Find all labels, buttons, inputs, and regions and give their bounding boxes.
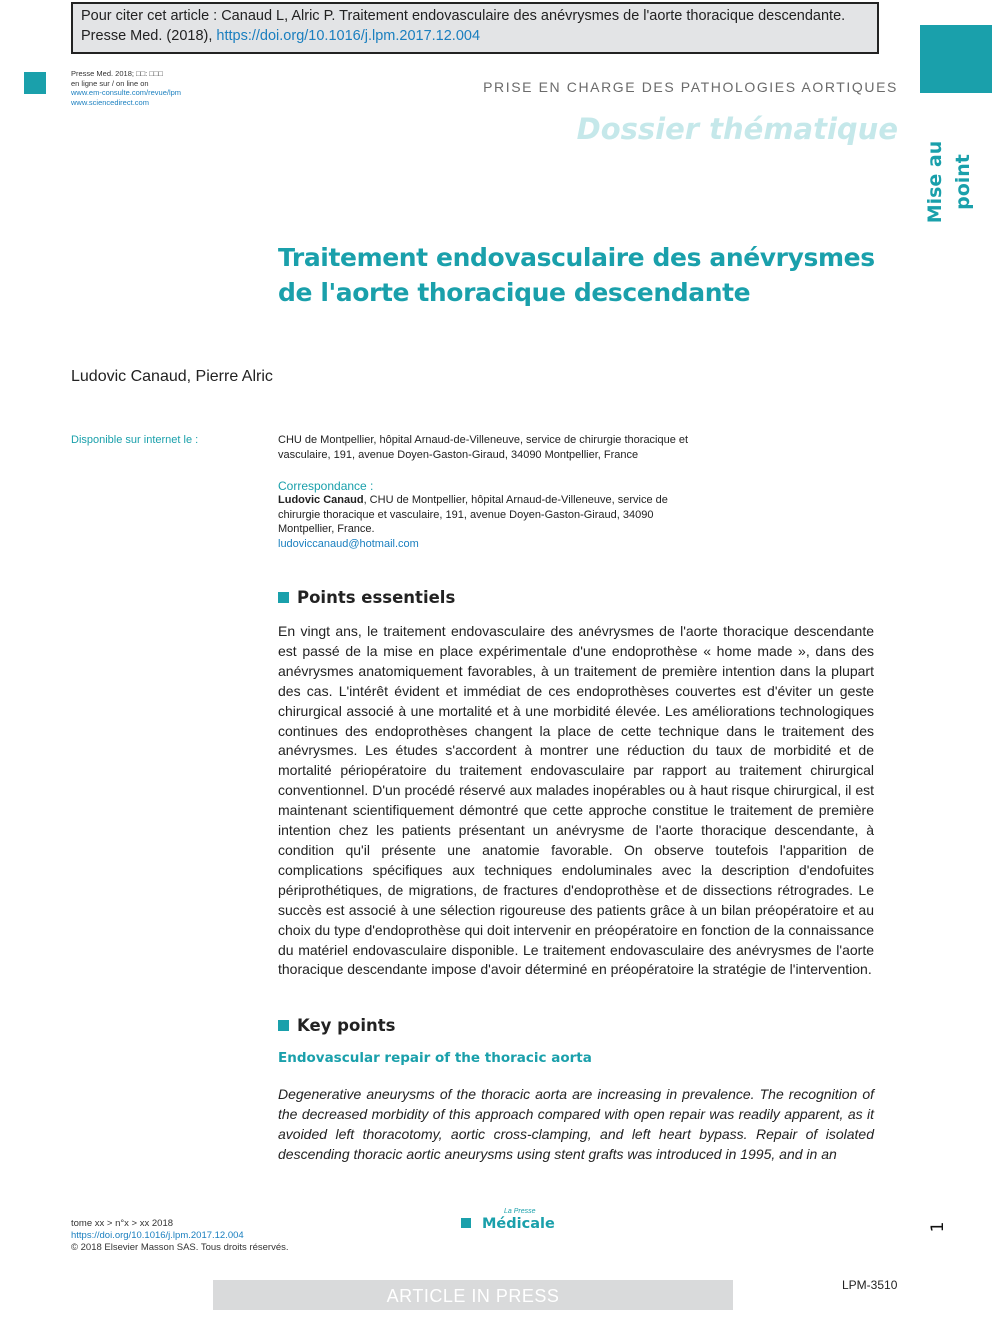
journal-volume: Presse Med. 2018; □□: □□□ [71,69,163,78]
correspondence-address: , CHU de Montpellier, hôpital Arnaud-de-Villeneuve, service de chirurgie thoracique et vasculaire, 191, avenue Doyen-Gaston-Giraud, 34090 Montpellier, France. [278,494,668,535]
key-points-body: Degenerative aneurysms of the thoracic aorta are increasing in prevalence. The recognition of the decreased morbidity of this approach compared with open repair was readily apparent, as it avoided left thoracotomy, aortic cross-clamping, and left heart bypass. Repair of isolated descending thoracic aortic aneurysms using stent grafts was introduced in 1995, and in an [278,1086,874,1162]
availability-label: Disponible sur internet le : [71,434,199,446]
affiliation: CHU de Montpellier, hôpital Arnaud-de-Villeneuve, service de chirurgie thoracique et vasculaire, 191, avenue Doyen-Gaston-Giraud, 34090 Montpellier, France [278,434,689,461]
points-essentiels-body: En vingt ans, le traitement endovasculaire des anévrysmes de l'aorte thoracique descendante est passé de la mise en place expérimentale d'une endoprothèse « home made », dans des anévrysmes anatomiquement favorables, à un traitement de première intention dans la plupart des cas. L'intérêt évident et immédiat de ces endoprothèses couvertes est d'éviter un geste chirurgical associé à une mortalité et à une morbidité élevée. Les améliorations technologiques continues des endoprothèses changent la place de cette technique dans le traitement des anévrysmes. Les études s'accordent à montrer une réduction du taux de morbidité et de mortalité périopératoire du traitement endovasculaire par rapport au traitement chirurgical conventionnel. D'un procédé réservé aux malades inopérables ou à haut risque chirurgical, il est maintenant scientifiquement démontré que cette approche constitue le traitement de première intention chez les patients présentant un anévrysme de l'aorte thoracique descendante, à condition qu'il présente une anatomie favorable. On observe toutefois l'apparition de complications spécifiques aux techniques endoluminales avec la description d'endofuites périprothétiques, de migrations, de fractures d'endoprothèse et de dissections rétrogrades. Le succès est associé à une sélection rigoureuse des patients grâce à un bilan préopératoire et au choix du type d'endoprothèse qui doit intervenir en préopératoire en fonction de la connaissance du matériel endovasculaire disponible. Le traitement endovasculaire des anévrysmes de l'aorte thoracique descendante impose d'avoir déterminé en préopératoire la stratégie de l'intervention. [278,623,874,978]
journal-logo [461,1208,555,1232]
key-points-heading [278,1016,395,1035]
side-tab [920,25,992,93]
em-consulte-link[interactable]: www.em-consulte.com/revue/lpm [71,88,182,97]
footer-doi-link[interactable]: https://doi.org/10.1016/j.lpm.2017.12.004 [71,1230,244,1241]
footer-info [71,1218,289,1254]
dossier-title: Dossier thématique [576,112,898,146]
copyright: © 2018 Elsevier Masson SAS. Tous droits réservés. [71,1242,289,1253]
heading-square-icon [278,1020,289,1031]
citation-box [71,2,879,54]
section-side-label: Mise au point [924,140,974,224]
points-essentiels-heading-text: Points essentiels [297,588,456,607]
citation-doi-link[interactable]: https://doi.org/10.1016/j.lpm.2017.12.004 [216,28,481,44]
points-essentiels-heading [278,588,455,607]
correspondence-body [278,493,698,551]
sciencedirect-link[interactable]: www.sciencedirect.com [71,97,149,107]
article-code: LPM-3510 [842,1278,898,1292]
citation-text: Pour citer cet article : Canaud L, Alric P. Traitement endovasculaire des anévrysmes de l'aorte thoracique descendante. Presse Med. (2018), [81,8,846,44]
correspondence-heading: Correspondance : [278,479,374,493]
issue-info: tome xx > n°x > xx 2018 [71,1218,174,1229]
corner-marker [24,72,46,94]
correspondence-email[interactable]: ludoviccanaud@hotmail.com [278,537,419,550]
article-title: Traitement endovasculaire des anévrysmes de l'aorte thoracique descendante [278,243,875,307]
section-title: PRISE EN CHARGE DES PATHOLOGIES AORTIQUES [483,79,898,95]
journal-meta [71,69,181,107]
authors: Ludovic Canaud, Pierre Alric [71,368,273,385]
heading-square-icon [278,592,289,603]
logo-small-text: La Presse [504,1208,536,1215]
key-points-heading-text: Key points [297,1016,396,1035]
article-in-press-banner: ARTICLE IN PRESS [213,1280,733,1310]
correspondence-name: Ludovic Canaud [278,494,364,506]
key-points-subheading: Endovascular repair of the thoracic aorta [278,1050,592,1066]
logo-square-icon [461,1218,471,1228]
logo-big-text: Médicale [482,1216,555,1232]
online-label: en ligne sur / on line on [71,78,149,88]
page-number: 1 [928,1221,948,1233]
